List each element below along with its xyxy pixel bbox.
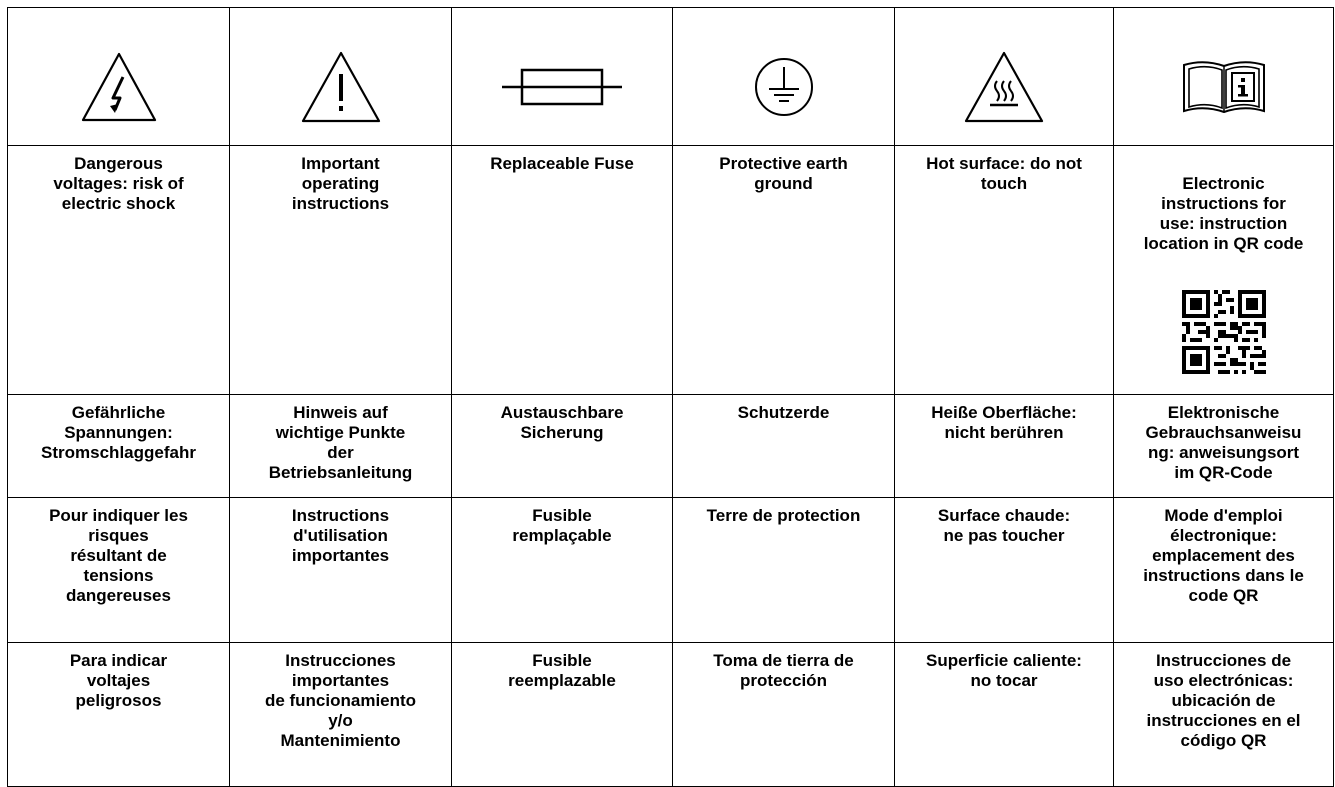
icon-cell-eifu <box>1114 8 1334 146</box>
cell-fr-caution: Instructions d'utilisation importantes <box>230 498 452 643</box>
lightning-warning-icon <box>79 30 159 144</box>
cell-de-earth: Schutzerde <box>673 395 895 498</box>
cell-fr-hot-surface: Surface chaude: ne pas toucher <box>895 498 1114 643</box>
electronic-instructions-book-icon <box>1180 37 1268 137</box>
cell-es-earth: Toma de tierra de protección <box>673 643 895 787</box>
cell-fr-earth: Terre de protection <box>673 498 895 643</box>
icon-cell-earth <box>673 8 895 146</box>
row-english <box>8 146 1334 395</box>
cell-fr-eifu: Mode d'emploi électronique: emplacement des instructions dans le code QR <box>1114 498 1334 643</box>
cell-de-eifu: Elektronische Gebrauchsanweisu ng: anweisungsort im QR-Code <box>1114 395 1334 498</box>
cell-de-fuse: Austauschbare Sicherung <box>452 395 673 498</box>
cell-en-fuse: Replaceable Fuse <box>452 146 673 395</box>
qr-code-icon <box>1182 290 1266 374</box>
row-french <box>8 498 1334 643</box>
cell-es-shock: Para indicar voltajes peligrosos <box>8 643 230 787</box>
cell-es-hot-surface: Superficie caliente: no tocar <box>895 643 1114 787</box>
cell-en-caution: Important operating instructions <box>230 146 452 395</box>
cell-en-eifu-text: Electronic instructions for use: instruction location in QR code <box>1143 174 1304 253</box>
protective-earth-icon <box>753 36 815 138</box>
safety-symbols-table <box>7 7 1334 787</box>
hot-surface-icon <box>962 29 1046 145</box>
cell-en-shock: Dangerous voltages: risk of electric shock <box>8 146 230 395</box>
icon-row <box>8 8 1334 146</box>
icon-cell-caution <box>230 8 452 146</box>
cell-en-hot-surface: Hot surface: do not touch <box>895 146 1114 395</box>
cell-de-shock: Gefährliche Spannungen: Stromschlaggefahr <box>8 395 230 498</box>
exclamation-warning-icon <box>299 29 383 145</box>
cell-es-caution: Instrucciones importantes de funcionamiento y/o Mantenimiento <box>230 643 452 787</box>
cell-en-earth: Protective earth ground <box>673 146 895 395</box>
cell-es-fuse: Fusible reemplazable <box>452 643 673 787</box>
cell-de-caution: Hinweis auf wichtige Punkte der Betriebsanleitung <box>230 395 452 498</box>
row-german <box>8 395 1334 498</box>
cell-fr-shock: Pour indiquer les risques résultant de tensions dangereuses <box>8 498 230 643</box>
cell-es-eifu: Instrucciones de uso electrónicas: ubicación de instrucciones en el código QR <box>1114 643 1334 787</box>
icon-cell-shock <box>8 8 230 146</box>
cell-de-hot-surface: Heiße Oberfläche: nicht berühren <box>895 395 1114 498</box>
icon-cell-hot-surface <box>895 8 1114 146</box>
fuse-icon <box>500 42 624 132</box>
cell-fr-fuse: Fusible remplaçable <box>452 498 673 643</box>
icon-cell-fuse <box>452 8 673 146</box>
row-spanish <box>8 643 1334 787</box>
cell-en-eifu <box>1114 146 1334 395</box>
